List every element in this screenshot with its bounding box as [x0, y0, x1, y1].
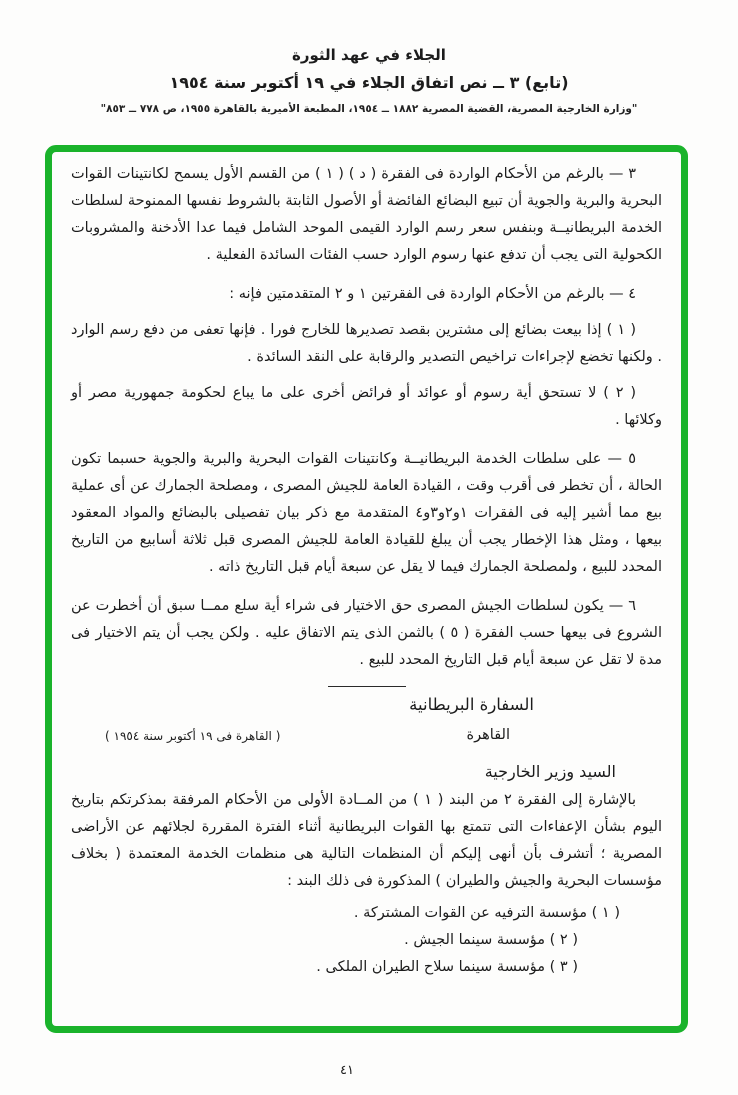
highlight-border-box [45, 145, 688, 1033]
letter-head [71, 689, 662, 787]
service-org-list [71, 900, 662, 981]
page-subtitle: (تابع) ٣ ــ نص اتفاق الجلاء في ١٩ أكتوبر سنة ١٩٥٤ [169, 73, 569, 92]
letter-body: بالإشارة إلى الفقرة ٢ من البند ( ١ ) من المــادة الأولى من الأحكام المرفقة بمذكرتكم بتاريخ اليوم بشأن الإعفاءات التى تتمتع بها القوات البريطانية أثناء الفترة المقررة لجلائهم عن الأراضى المصرية ؛ أتشرف بأن أنهى إليكم أن المنظمات التالية هى منظمات الخدمة المعتمدة ( بخلاف مؤسسات البحرية والجيش والطيران ) المذكورة فى ذلك البند : [71, 792, 662, 889]
embassy-name: السفارة البريطانية [409, 695, 534, 714]
embassy-city: القاهرة [466, 727, 510, 743]
para-4-item-2: ( ٢ ) لا تستحق أية رسوم أو عوائد أو فرائض أخرى على ما يباع لحكومة جمهورية مصر أو وكلائها . [71, 385, 662, 428]
source-citation: "وزارة الخارجية المصرية، القضية المصرية ١٨٨٢ ــ ١٩٥٤، المطبعة الأميرية بالقاهرة ١٩٥٥، ص ٧٧٨ ــ ٨٥٣" [100, 103, 638, 115]
para-3: ٣ — بالرغم من الأحكام الواردة فى الفقرة ( د ) ( ١ ) من القسم الأول يسمح لكانتينات القوات البحرية والبرية والجوية أن تبيع البضائع الفائضة أو الأصول الثابتة بالشروط نفسها الممنوحة لسلطات الخدمة البريطانيــة وبنفس سعر رسم الوارد القيمى الموحد الشامل فيما عدا الأدخنة والمشروبات الكحولية التى يجب أن تدفع عنها رسوم الوارد حسب الفئات السائدة الفعلية . [71, 166, 662, 263]
list-item: ( ٢ ) مؤسسة سينما الجيش . [404, 932, 578, 948]
letter-date: ( القاهرة فى ١٩ أكتوبر سنة ١٩٥٤ ) [105, 729, 281, 743]
para-6: ٦ — يكون لسلطات الجيش المصرى حق الاختيار فى شراء أية سلع ممــا سبق أن أخطرت عن الشروع فى بيعها حسب الفقرة ( ٥ ) بالثمن الذى يتم الاتفاق عليه . ولكن يجب أن يتم الاختيار فى مدة لا تقل عن سبعة أيام قبل التاريخ المحدد للبيع . [71, 598, 663, 668]
page-number: ٤١ [340, 1063, 354, 1078]
letter-salutation: السيد وزير الخارجية [484, 762, 616, 781]
para-5: ٥ — على سلطات الخدمة البريطانيــة وكانتينات القوات البحرية والبرية والجوية حسبما تكون الحالة ، أن تخطر فى أقرب وقت ، القيادة العامة للجيش المصرى ، ومصلحة الجمارك عن أى عملية بيع مما أشير إليه فى الفقرات ١و٢و٣و٤ المتقدمة مع ذكر بيان تفصيلى بالبضائع والمواد المعقود بيعها ، ومثل هذا الإخطار يجب أن يبلغ للقيادة العامة للجيش المصرى قبل ثلاثة أسابيع من التاريخ المحدد للبيع ، ولمصلحة الجمارك فيما لا يقل عن سبعة أيام قبل التاريخ ذاته . [71, 451, 662, 575]
agreement-text-block [52, 152, 681, 1026]
list-item: ( ١ ) مؤسسة الترفيه عن القوات المشتركة . [353, 905, 620, 921]
list-item: ( ٣ ) مؤسسة سينما سلاح الطيران الملكى . [316, 959, 578, 975]
section-divider [328, 686, 406, 687]
page-title: الجلاء في عهد الثورة [292, 46, 446, 64]
document-header [0, 46, 738, 115]
para-4-intro: ٤ — بالرغم من الأحكام الواردة فى الفقرتين ١ و ٢ المتقدمتين فإنه : [229, 286, 636, 302]
para-4-item-1: ( ١ ) إذا بيعت بضائع إلى مشترين بقصد تصديرها للخارج فورا . فإنها تعفى من دفع رسم الوارد . ولكنها تخضع لإجراءات تراخيص التصدير والرقابة على النقد السائدة . [71, 322, 662, 365]
